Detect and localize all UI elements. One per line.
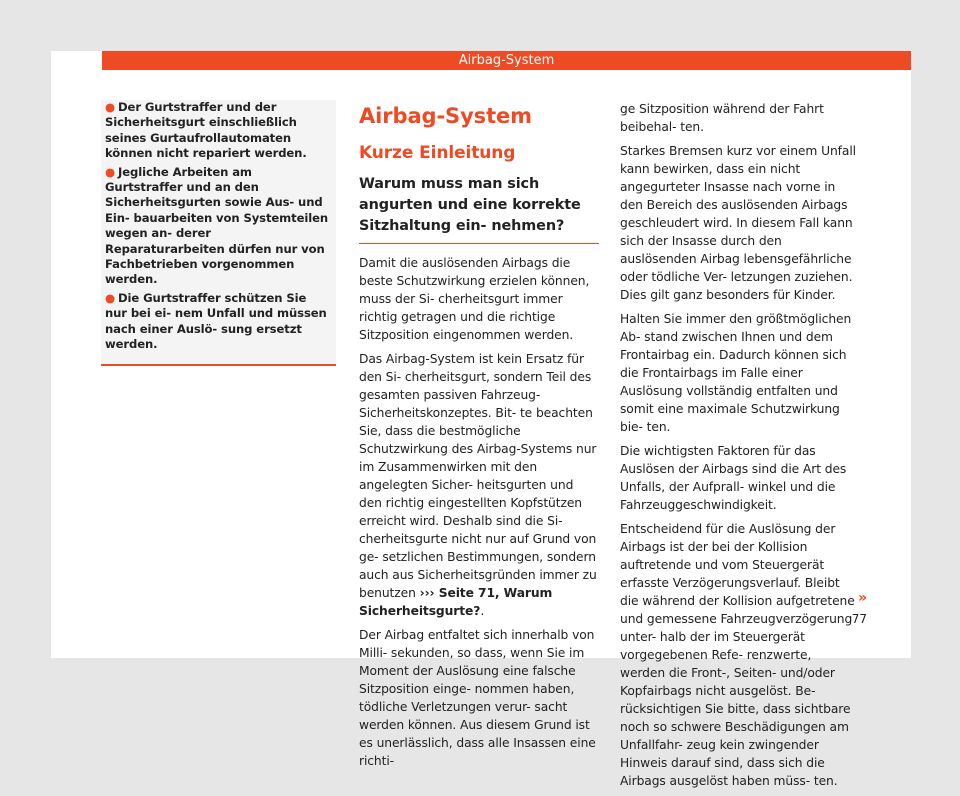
warning-panel bbox=[101, 100, 336, 366]
left-column bbox=[105, 100, 336, 366]
page-reference-link[interactable]: ››› Seite 71, Warum Sicherheitsgurte? bbox=[359, 586, 553, 618]
warning-item: ● Die Gurtstraffer schützen Sie nur bei ei- nem Unfall und müssen nach einer Auslö- sung ersetzt werden. bbox=[105, 290, 327, 352]
paragraph: Halten Sie immer den größtmöglichen Ab- stand zwischen Ihnen und dem Frontairbag ein. Dadurch können sich die Frontairbags im Falle einer Auslösung vollständig entfalten und somit eine maximale Schutzwirkung bie- ten. bbox=[620, 312, 852, 434]
bullet-icon: ● bbox=[105, 290, 116, 305]
page-header: Airbag-System bbox=[102, 51, 911, 70]
bullet-icon: ● bbox=[105, 164, 116, 179]
paragraph: Die wichtigsten Faktoren für das Auslösen der Airbags sind die Art des Unfalls, der Aufprall- winkel und die Fahrzeuggeschwindigkeit. bbox=[620, 444, 847, 512]
manual-page bbox=[51, 51, 911, 788]
paragraph: Entscheidend für die Auslösung der Airbags ist der bei der Kollision auftretende und vom Steuergerät erfasste Verzögerungsverlauf. Bleibt die während der Kollision aufgetretene und gemessene Fahrzeugverzögerung unter- halb der im Steuergerät vorgegebenen Refe- renzwerte, werden die Front-, Seiten- und/oder Kopfairbags nicht ausgelöst. Be- rücksichtigen Sie bitte, dass sichtbare noch so schwere Beschädigungen am Unfallfahr- zeug kein zwingender Hinweis darauf sind, dass sich die Airbags ausgelöst haben müss- ten. bbox=[620, 522, 855, 788]
warning-item: ● Jegliche Arbeiten am Gurtstraffer und an den Sicherheitsgurten sowie Aus- und Ein- bauarbeiten von Systemteilen wegen an- derer Reparaturarbeiten dürfen nur von Fachbetrieben vorgenommen werden. bbox=[105, 164, 329, 287]
middle-column bbox=[359, 100, 599, 776]
continue-arrow-icon: » bbox=[857, 590, 867, 606]
section-subtitle: Kurze Einleitung bbox=[359, 143, 516, 163]
paragraph: Das Airbag-System ist kein Ersatz für den Si- cherheitsgurt, sondern Teil des gesamten passiven Fahrzeug-Sicherheitskonzeptes. Bit- te beachten Sie, dass die bestmögliche Schutzwirkung des Airbag-Systems nur im Zusammenwirken mit den angelegten Sicher- heitsgurten und den richtig eingestellten Kopfstützen erreicht wird. Deshalb sind die Si- cherheitsgurte nicht nur auf Grund von ge- setzlichen Bestimmungen, sondern auch aus Sicherheitsgründen immer zu benutzen ››› Seite 71, Warum Sicherheitsgurte?. bbox=[359, 352, 597, 618]
right-column bbox=[620, 100, 860, 796]
paragraph: ge Sitzposition während der Fahrt beibehal- ten. bbox=[620, 102, 824, 134]
paragraph: Der Airbag entfaltet sich innerhalb von Milli- sekunden, so dass, wenn Sie im Moment der Auslösung eine falsche Sitzposition einge- nommen haben, tödliche Verletzungen verur- sacht werden können. Aus diesem Grund ist es unerlässlich, dass alle Insassen eine richti- bbox=[359, 628, 596, 768]
paragraph: Starkes Bremsen kurz vor einem Unfall kann bewirken, dass ein nicht angegurteter Insasse nach vorne in den Bereich des auslösenden Airbags geschleudert wird. In diesem Fall kann sich der Insasse durch den auslösenden Airbag lebensgefährliche oder tödliche Ver- letzungen zuziehen. Dies gilt ganz besonders für Kinder. bbox=[620, 144, 856, 302]
section-title: Airbag-System bbox=[359, 104, 532, 128]
question-heading: Warum muss man sich angurten und eine korrekte Sitzhaltung ein- nehmen? bbox=[359, 174, 599, 244]
warning-item: ● Der Gurtstraffer und der Sicherheitsgurt einschließlich seines Gurtaufrollautomaten können nicht repariert werden. bbox=[105, 100, 307, 161]
page-number: 77 bbox=[851, 612, 867, 626]
bullet-icon: ● bbox=[105, 100, 116, 114]
paragraph: Damit die auslösenden Airbags die beste Schutzwirkung erzielen können, muss der Si- cherheitsgurt immer richtig getragen und die richtige Sitzposition eingenommen werden. bbox=[359, 256, 590, 342]
